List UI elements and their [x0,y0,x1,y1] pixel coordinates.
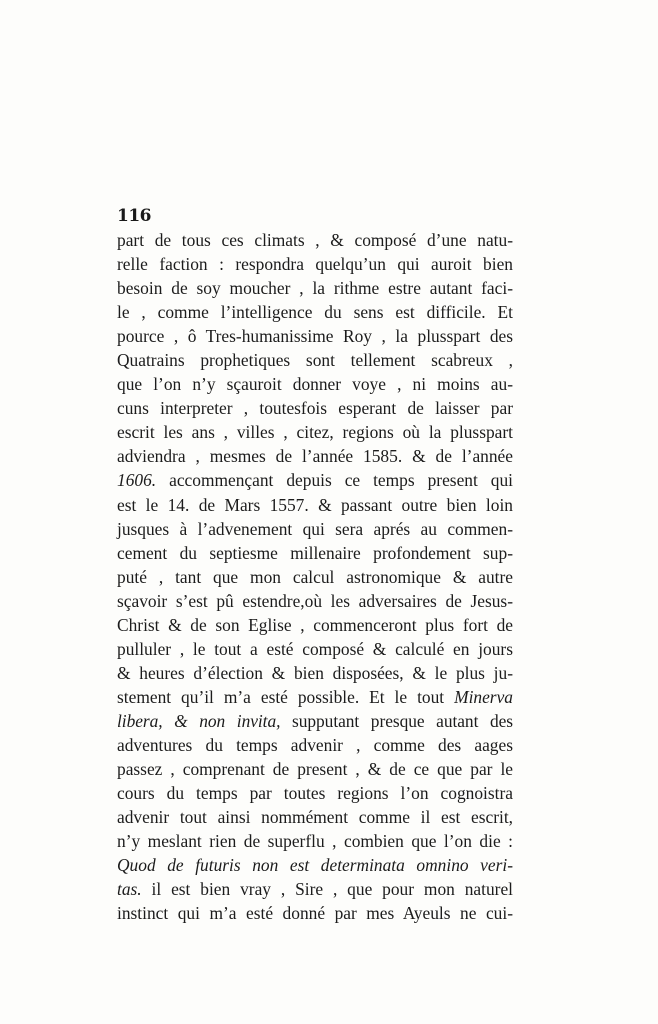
text-run: cours du temps par toutes regions l’on cognoistra [117,783,513,804]
italic-text-run: Quod de futuris non est determinata omnino veri- [117,855,513,876]
body-text [117,228,513,925]
text-line [117,276,513,300]
text-run: Christ & de son Eglise , commenceront plus fort de [117,614,513,635]
text-run: cement du septiesme millenaire profondement sup- [117,542,513,563]
text-line [117,324,513,348]
text-line [117,637,513,661]
text-run: instinct qui m’a esté donné par mes Ayeuls ne cui- [117,903,513,924]
text-run: sçavoir s’est pû estendre,où les adversaires de Jesus- [117,590,513,611]
text-line [117,252,513,276]
text-line [117,541,513,565]
italic-text-run: 1606. [117,470,157,491]
text-run: adviendra , mesmes de l’année 1585. & de l’année [117,446,513,467]
text-run: stement qu’il m’a esté possible. Et le tout [117,686,455,707]
text-run: le , comme l’intelligence du sens est difficile. Et [117,302,513,323]
text-line [117,348,513,372]
text-run: puté , tant que mon calcul astronomique & autre [117,566,513,587]
text-run: besoin de soy moucher , la rithme estre autant faci- [117,278,513,299]
text-run: advenir tout ainsi nommément comme il est escrit, [117,807,513,828]
text-run: passez , comprenant de present , & de ce que par le [117,759,513,780]
text-run: pulluler , le tout a esté composé & calculé en jours [117,638,513,659]
text-line [117,493,513,517]
page-number: 116 [117,206,151,226]
text-line [117,517,513,541]
text-line [117,661,513,685]
text-run: Quatrains prophetiques sont tellement scabreux , [117,350,513,371]
text-run: il est bien vray , Sire , que pour mon naturel [141,879,513,900]
text-run: part de tous ces climats , & composé d’une natu- [117,230,513,250]
text-line [117,781,513,805]
text-line [117,757,513,781]
text-run: accommençant depuis ce temps present qui [156,470,513,491]
text-line [117,805,513,829]
text-line [117,685,513,709]
text-line [117,829,513,853]
italic-text-run: Minerva [454,686,513,707]
text-line [117,396,513,420]
text-line [117,444,513,468]
text-line [117,853,513,877]
italic-text-run: libera, & non invita, [117,710,281,731]
text-line [117,589,513,613]
text-line [117,228,513,252]
text-line [117,877,513,901]
text-run: escrit les ans , villes , citez, regions où la plusspart [117,422,513,443]
text-run: est le 14. de Mars 1557. & passant outre bien loin [117,494,513,515]
text-run: adventures du temps advenir , comme des aages [117,734,513,755]
text-run: n’y meslant rien de superflu , combien que l’on die : [117,831,513,852]
text-line [117,468,513,492]
text-run: jusques à l’advenement qui sera aprés au commen- [117,518,513,539]
text-line [117,420,513,444]
text-run: pource , ô Tres-humanissime Roy , la plusspart des [117,326,513,347]
text-line [117,613,513,637]
text-line [117,709,513,733]
text-line [117,901,513,925]
text-run: supputant presque autant des [280,710,513,731]
text-line [117,300,513,324]
text-line [117,565,513,589]
text-run: que l’on n’y sçauroit donner voye , ni moins au- [117,374,513,395]
text-run: relle faction : respondra quelqu’un qui auroit bien [117,254,513,275]
text-run: & heures d’élection & bien disposées, & le plus ju- [117,662,513,683]
text-line [117,733,513,757]
text-run: cuns interpreter , toutesfois esperant de laisser par [117,398,513,419]
italic-text-run: tas. [117,879,142,900]
text-line [117,372,513,396]
